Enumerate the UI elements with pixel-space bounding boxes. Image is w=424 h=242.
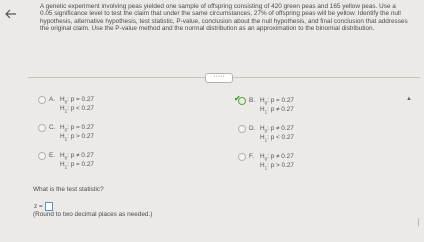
answer-label: z = [34,203,43,211]
option-letter: C. [49,124,56,131]
radio-e[interactable] [38,152,46,160]
expand-button[interactable]: ····· [205,73,233,83]
scrollbar-thumb[interactable] [418,218,419,226]
null-hypothesis: $H_0$: p ≠ 0.27 [260,125,294,134]
radio-f[interactable] [238,153,246,161]
alternative-hypothesis: $H_1$: p < 0.27 [60,105,94,114]
test-statistic-input[interactable] [45,202,53,211]
answer-row [34,202,53,211]
problem-statement: A genetic experiment involving peas yielded one sample of offspring consisting of 420 green peas and 165 yellow peas. Use a 0.05 significance level to test the claim that under the same circumstances, 27% of offspring peas will be yellow. Identify the null hypothesis, alternative hypothesis, test statistic, P-value, conclusion about the null hypothesis, and final conclusion that addresses the original claim. Use the P-value method and the normal distribution as an approximation to the binomial distribution. [40,3,408,33]
radio-d[interactable] [238,125,246,133]
null-hypothesis: $H_0$: p ≠ 0.27 [260,153,294,162]
radio-a[interactable] [38,96,46,104]
null-hypothesis: $H_0$: p = 0.27 [260,97,294,106]
check-icon: ✔ [234,94,241,103]
alternative-hypothesis: $H_1$: p > 0.27 [60,133,94,142]
null-hypothesis: $H_0$: p = 0.27 [60,96,94,105]
option-letter: A. [49,96,56,103]
option-letter: E. [49,152,56,159]
option-letter: F. [249,153,254,160]
alternative-hypothesis: $H_1$: p ≠ 0.27 [260,106,294,115]
rounding-note: (Round to two decimal places as needed.) [33,211,153,218]
question-text: What is the test statistic? [33,186,104,193]
back-arrow-icon[interactable] [4,7,18,21]
alternative-hypothesis: $H_1$: p > 0.27 [260,162,294,171]
option-letter: B. [249,97,256,104]
alternative-hypothesis: $H_1$: p = 0.27 [60,161,94,170]
scroll-up-icon[interactable]: ▲ [406,96,412,102]
option-letter: D. [249,125,256,132]
alternative-hypothesis: $H_1$: p < 0.27 [260,134,294,143]
null-hypothesis: $H_0$: p ≠ 0.27 [60,152,94,161]
radio-c[interactable] [38,124,46,132]
null-hypothesis: $H_0$: p = 0.27 [60,124,94,133]
